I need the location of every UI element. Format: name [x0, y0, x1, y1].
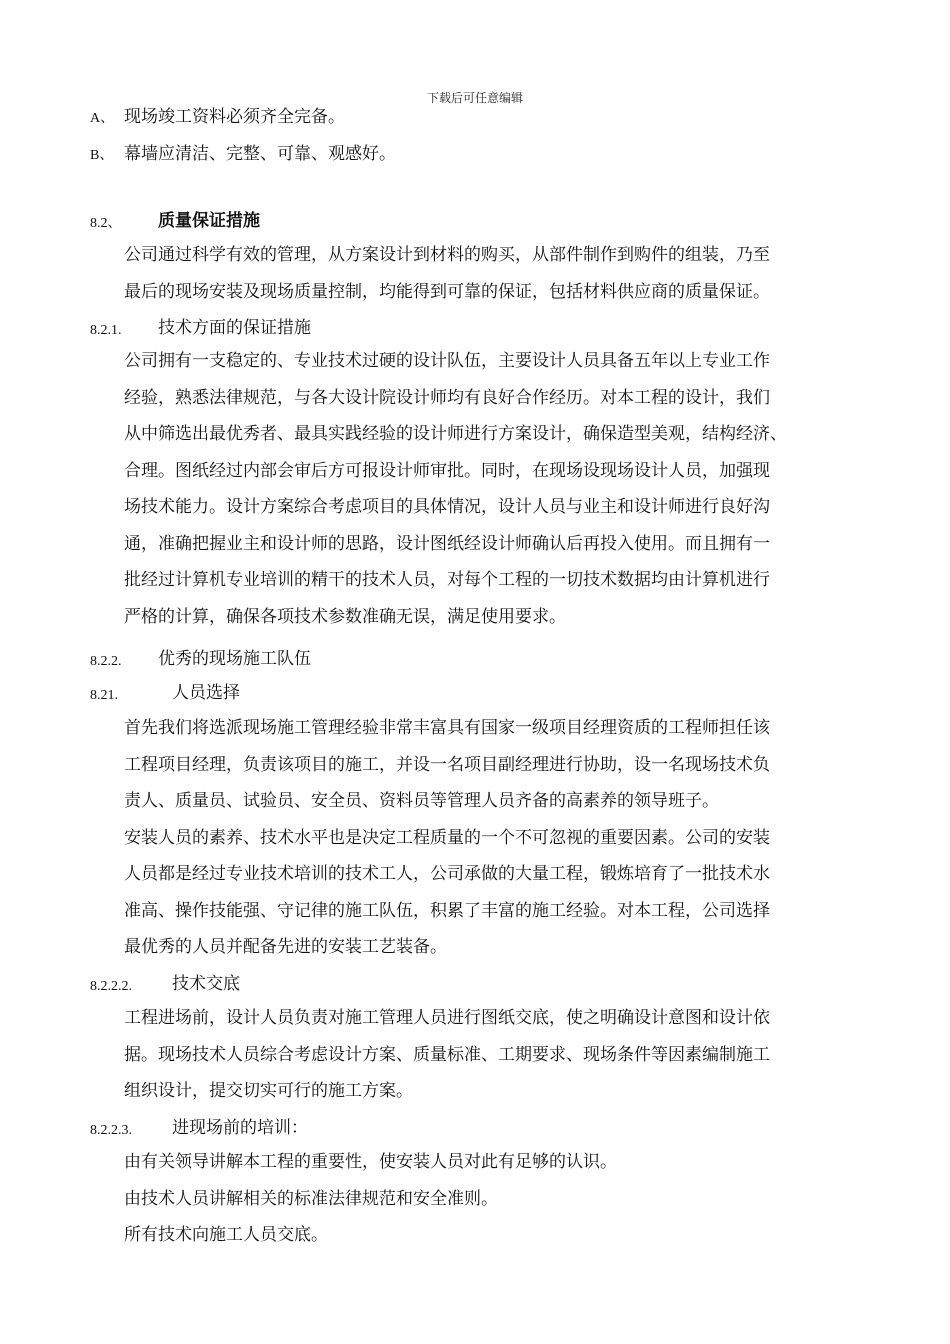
text-line: 场技术能力。设计方案综合考虑项目的具体情况，设计人员与业主和设计师进行良好沟: [124, 497, 770, 517]
text-line: 经验，熟悉法律规范，与各大设计院设计师均有良好合作经历。对本工程的设计，我们: [124, 387, 770, 408]
section-number: 8.2.2.3.: [90, 1123, 132, 1138]
paragraph: [124, 343, 864, 635]
text-line: 合理。图纸经过内部会审后方可报设计师审批。同时，在现场设现场设计人员，加强现: [124, 460, 770, 481]
item-text: 现场竣工资料必须齐全完备。: [124, 107, 345, 127]
item-marker: B、: [90, 148, 114, 163]
text-line: 通，准确把握业主和设计师的思路，设计图纸经设计师确认后再投入使用。而且拥有一: [124, 533, 770, 554]
section-title: 技术交底: [172, 974, 240, 994]
text-line: 工程进场前，设计人员负责对施工管理人员进行图纸交底，使之明确设计意图和设计依: [124, 1008, 770, 1028]
section-number: 8.2.2.: [90, 654, 122, 669]
text-line: 据。现场技术人员综合考虑设计方案、质量标准、工期要求、现场条件等因素编制施工: [124, 1044, 770, 1065]
text-line: 工程项目经理，负责该项目的施工，并设一名项目副经理进行协助，设一名现场技术负: [124, 754, 770, 775]
paragraph: [124, 1144, 864, 1254]
paragraph: [124, 710, 864, 966]
text-line: 最优秀的人员并配备先进的安装工艺装备。: [124, 937, 447, 957]
section-title: 质量保证措施: [158, 211, 260, 231]
section-title: 人员选择: [172, 683, 240, 703]
section-number: 8.2、: [90, 216, 122, 231]
text-line: 公司通过科学有效的管理，从方案设计到材料的购买，从部件制作到购件的组装，乃至: [124, 245, 770, 265]
paragraph: [124, 1000, 864, 1110]
section-title: 进现场前的培训：: [172, 1118, 308, 1138]
text-line: 从中筛选出最优秀者、最具实践经验的设计师进行方案设计，确保造型美观，结构经济、: [124, 424, 787, 444]
paragraph: [124, 237, 864, 310]
section-title: 技术方面的保证措施: [158, 318, 311, 338]
text-line: 责人、质量员、试验员、安全员、资料员等管理人员齐备的高素养的领导班子。: [124, 791, 719, 811]
text-line: 批经过计算机专业培训的精干的技术人员，对每个工程的一切技术数据均由计算机进行: [124, 570, 770, 590]
text-line: 公司拥有一支稳定的、专业技术过硬的设计队伍，主要设计人员具备五年以上专业工作: [124, 351, 770, 371]
text-line: 人员都是经过专业技术培训的技术工人，公司承做的大量工程，锻炼培育了一批技术水: [124, 864, 770, 884]
text-line: 安装人员的素养、技术水平也是决定工程质量的一个不可忽视的重要因素。公司的安装: [124, 827, 770, 848]
page-header: 下载后可任意编辑: [426, 91, 523, 105]
text-line: 由有关领导讲解本工程的重要性，使安装人员对此有足够的认识。: [124, 1152, 617, 1172]
text-line: 最后的现场安装及现场质量控制，均能得到可靠的保证，包括材料供应商的质量保证。: [124, 281, 770, 302]
item-text: 幕墙应清洁、完整、可靠、观感好。: [124, 144, 396, 164]
text-line: 首先我们将选派现场施工管理经验非常丰富具有国家一级项目经理资质的工程师担任该: [124, 718, 770, 738]
text-line: 组织设计，提交切实可行的施工方案。: [124, 1081, 413, 1101]
text-line: 准高、操作技能强、守记律的施工队伍，积累了丰富的施工经验。对本工程，公司选择: [124, 900, 770, 921]
item-marker: A、: [90, 111, 115, 126]
text-line: 由技术人员讲解相关的标准法律规范和安全准则。: [124, 1188, 498, 1209]
text-line: 严格的计算，确保各项技术参数准确无误，满足使用要求。: [124, 606, 566, 627]
text-line: 所有技术向施工人员交底。: [124, 1225, 328, 1245]
section-number: 8.21.: [90, 688, 118, 703]
section-number: 8.2.1.: [90, 323, 122, 338]
section-title: 优秀的现场施工队伍: [158, 649, 311, 669]
section-number: 8.2.2.2.: [90, 979, 132, 994]
